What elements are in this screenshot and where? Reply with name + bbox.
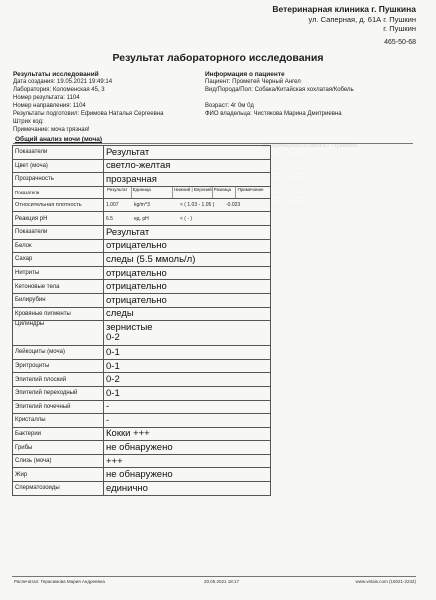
density-range: < ( 1.03 - 1.05 ): [180, 202, 215, 209]
ph-unit: ед. pH: [134, 215, 149, 222]
row-value: 0-2: [104, 373, 271, 387]
row-value: светло-желтая: [104, 159, 271, 173]
table-row: [13, 293, 271, 307]
table-row: [13, 441, 271, 455]
research-line: Номер результата: 1104: [13, 95, 80, 101]
density-diff: -0.023: [226, 202, 241, 209]
clinic-address-line2: г. Пушкин: [383, 24, 416, 33]
table-row: [13, 454, 271, 468]
table-row: [13, 280, 271, 294]
table-row: [13, 307, 271, 321]
row-value: не обнаружено: [104, 468, 271, 482]
patient-line: Возраст: 4г 0м 0д: [205, 103, 254, 109]
bleed-through-text: Ветеринарная клиника г. Пушкина . . . . . . . . . . . . . . . . . . . . . . . . . . . . . . . . . . . . . . . . . . . . . . . . . . . . . . . . . . . . . . . . . . . . . . . . . . . . . . . .: [262, 143, 357, 209]
research-line: Штрих код:: [13, 119, 44, 125]
row-label: Нитриты: [13, 266, 104, 280]
row-label: Показатели: [13, 225, 104, 239]
subheader-result: Результат: [107, 186, 128, 192]
row-label: Кровяные пигменты: [13, 307, 104, 321]
row-label: Кетоновые тела: [13, 280, 104, 294]
footer-site: www.vetais.com (16021-2232): [355, 579, 416, 584]
table-row: [13, 359, 271, 373]
subheader-grid: [106, 187, 268, 198]
subheader-diff: Разница: [212, 187, 236, 198]
table-row: [13, 212, 271, 226]
table-row: [13, 173, 271, 187]
row-label: Билирубин: [13, 293, 104, 307]
subheader-row: [13, 186, 271, 198]
report-title: Результат лабораторного исследования: [112, 52, 324, 64]
row-label: Жир: [13, 468, 104, 482]
patient-line: [205, 94, 354, 102]
patient-heading: Информация о пациенте: [205, 71, 285, 78]
row-label: Бактерии: [13, 427, 104, 441]
density-values: [106, 202, 268, 208]
row-value: Кокки +++: [104, 427, 271, 441]
row-label: Сперматозоиды: [13, 482, 104, 496]
subheader-unit: Единица: [131, 187, 172, 198]
subheader-label: Показатели: [13, 186, 104, 198]
clinic-address-line1: ул. Саперная, д. 61А г. Пушкин: [308, 15, 416, 24]
clinic-address: [309, 15, 416, 33]
row-label: Цилиндры: [13, 321, 104, 346]
table-row: [13, 400, 271, 414]
row-label: Кристаллы: [13, 414, 104, 428]
table-row: [13, 146, 271, 160]
row-label: Сахар: [13, 253, 104, 267]
patient-line: ФИО владельца: Чистякова Марина Дмитриевна: [205, 111, 342, 117]
research-line: Номер направления: 1104: [13, 103, 86, 109]
row-value: отрицательно: [104, 266, 271, 280]
row-value: +++: [104, 454, 271, 468]
research-line: Лаборатория: Коломенская 45, 3: [13, 87, 105, 93]
research-lines: [13, 78, 163, 134]
row-label: Грибы: [13, 441, 104, 455]
footer-printed-by: Распечатал: Герасимова Мария Андреевна: [14, 579, 105, 584]
row-label: Реакция pH: [13, 212, 104, 226]
row-value: зернистые 0-2: [104, 321, 271, 346]
table-row: [13, 266, 271, 280]
table-row: [13, 373, 271, 387]
row-value: -: [104, 400, 271, 414]
footer-printed-at: 20.05.2021 18:17: [204, 579, 240, 584]
row-label: Цвет (моча): [13, 159, 104, 173]
research-line: Примечание: моча грязная!: [13, 127, 90, 133]
research-info: [13, 71, 163, 134]
patient-info: [205, 71, 354, 118]
row-value: 0-1: [104, 346, 271, 360]
clinic-phone: 465-50-68: [384, 39, 416, 46]
row-value: следы: [104, 307, 271, 321]
row-label: Эпителий почечный: [13, 400, 104, 414]
row-value: отрицательно: [104, 280, 271, 294]
ph-range: < ( - ): [180, 215, 193, 222]
row-value: Результат: [104, 146, 271, 160]
patient-lines: [205, 78, 354, 118]
row-values: [104, 198, 271, 212]
density-unit: kg/m^3: [134, 202, 150, 209]
research-line: Результаты подготовил: Ефимова Наталья Сергеевна: [13, 111, 164, 117]
density-result: 1.007: [106, 202, 119, 209]
table-row: [13, 225, 271, 239]
row-label: Относительная плотность: [13, 198, 104, 212]
row-value: единично: [104, 482, 271, 496]
patient-line: Пациент: Прометей Черный Ангел: [205, 79, 301, 85]
table-row: [13, 321, 271, 346]
table-row: [13, 414, 271, 428]
table-title: Общий анализ мочи (моча): [15, 136, 103, 143]
ph-result: 6.5: [106, 215, 113, 222]
research-line: Дата создания: 19.05.2021 19:49:14: [13, 79, 113, 85]
row-label: Эритроциты: [13, 359, 104, 373]
row-value: отрицательно: [104, 239, 271, 253]
ph-values: [106, 216, 268, 222]
table-row: [13, 427, 271, 441]
patient-line: Вид/Порода/Пол: Собака/Китайская хохлатая/Кобель: [205, 87, 354, 93]
row-value: 0-1: [104, 359, 271, 373]
ph-diff: [226, 216, 232, 222]
subheader-range: Нижний | Верхний: [172, 187, 212, 198]
table-row: [13, 198, 271, 212]
research-heading: Результаты исследований: [13, 71, 99, 78]
row-value: 0-1: [104, 386, 271, 400]
table-row: [13, 159, 271, 173]
row-value: отрицательно: [104, 293, 271, 307]
table-row: [13, 346, 271, 360]
row-label: Эпителий переходный: [13, 386, 104, 400]
table-row: [13, 482, 271, 496]
row-label: Эпителий плоский: [13, 373, 104, 387]
row-value: прозрачная: [104, 173, 271, 187]
clinic-name: Ветеринарная клиника г. Пушкина: [272, 4, 416, 14]
table-row: [13, 386, 271, 400]
footer-divider: [12, 576, 416, 577]
row-label: Слизь (моча): [13, 454, 104, 468]
table-row: [13, 468, 271, 482]
results-table: [12, 145, 271, 496]
row-value: Результат: [104, 225, 271, 239]
row-label: Прозрачность: [13, 173, 104, 187]
row-value: следы (5.5 ммоль/л): [104, 253, 271, 267]
row-label: Белок: [13, 239, 104, 253]
row-value: -: [104, 414, 271, 428]
row-value: не обнаружено: [104, 441, 271, 455]
table-row: [13, 253, 271, 267]
row-label: Лейкоциты (моча): [13, 346, 104, 360]
table-row: [13, 239, 271, 253]
row-values: [104, 212, 271, 226]
subheader-note: Примечание: [235, 187, 268, 198]
row-label: Показатели: [13, 146, 104, 160]
subheader-cells: [104, 186, 271, 198]
